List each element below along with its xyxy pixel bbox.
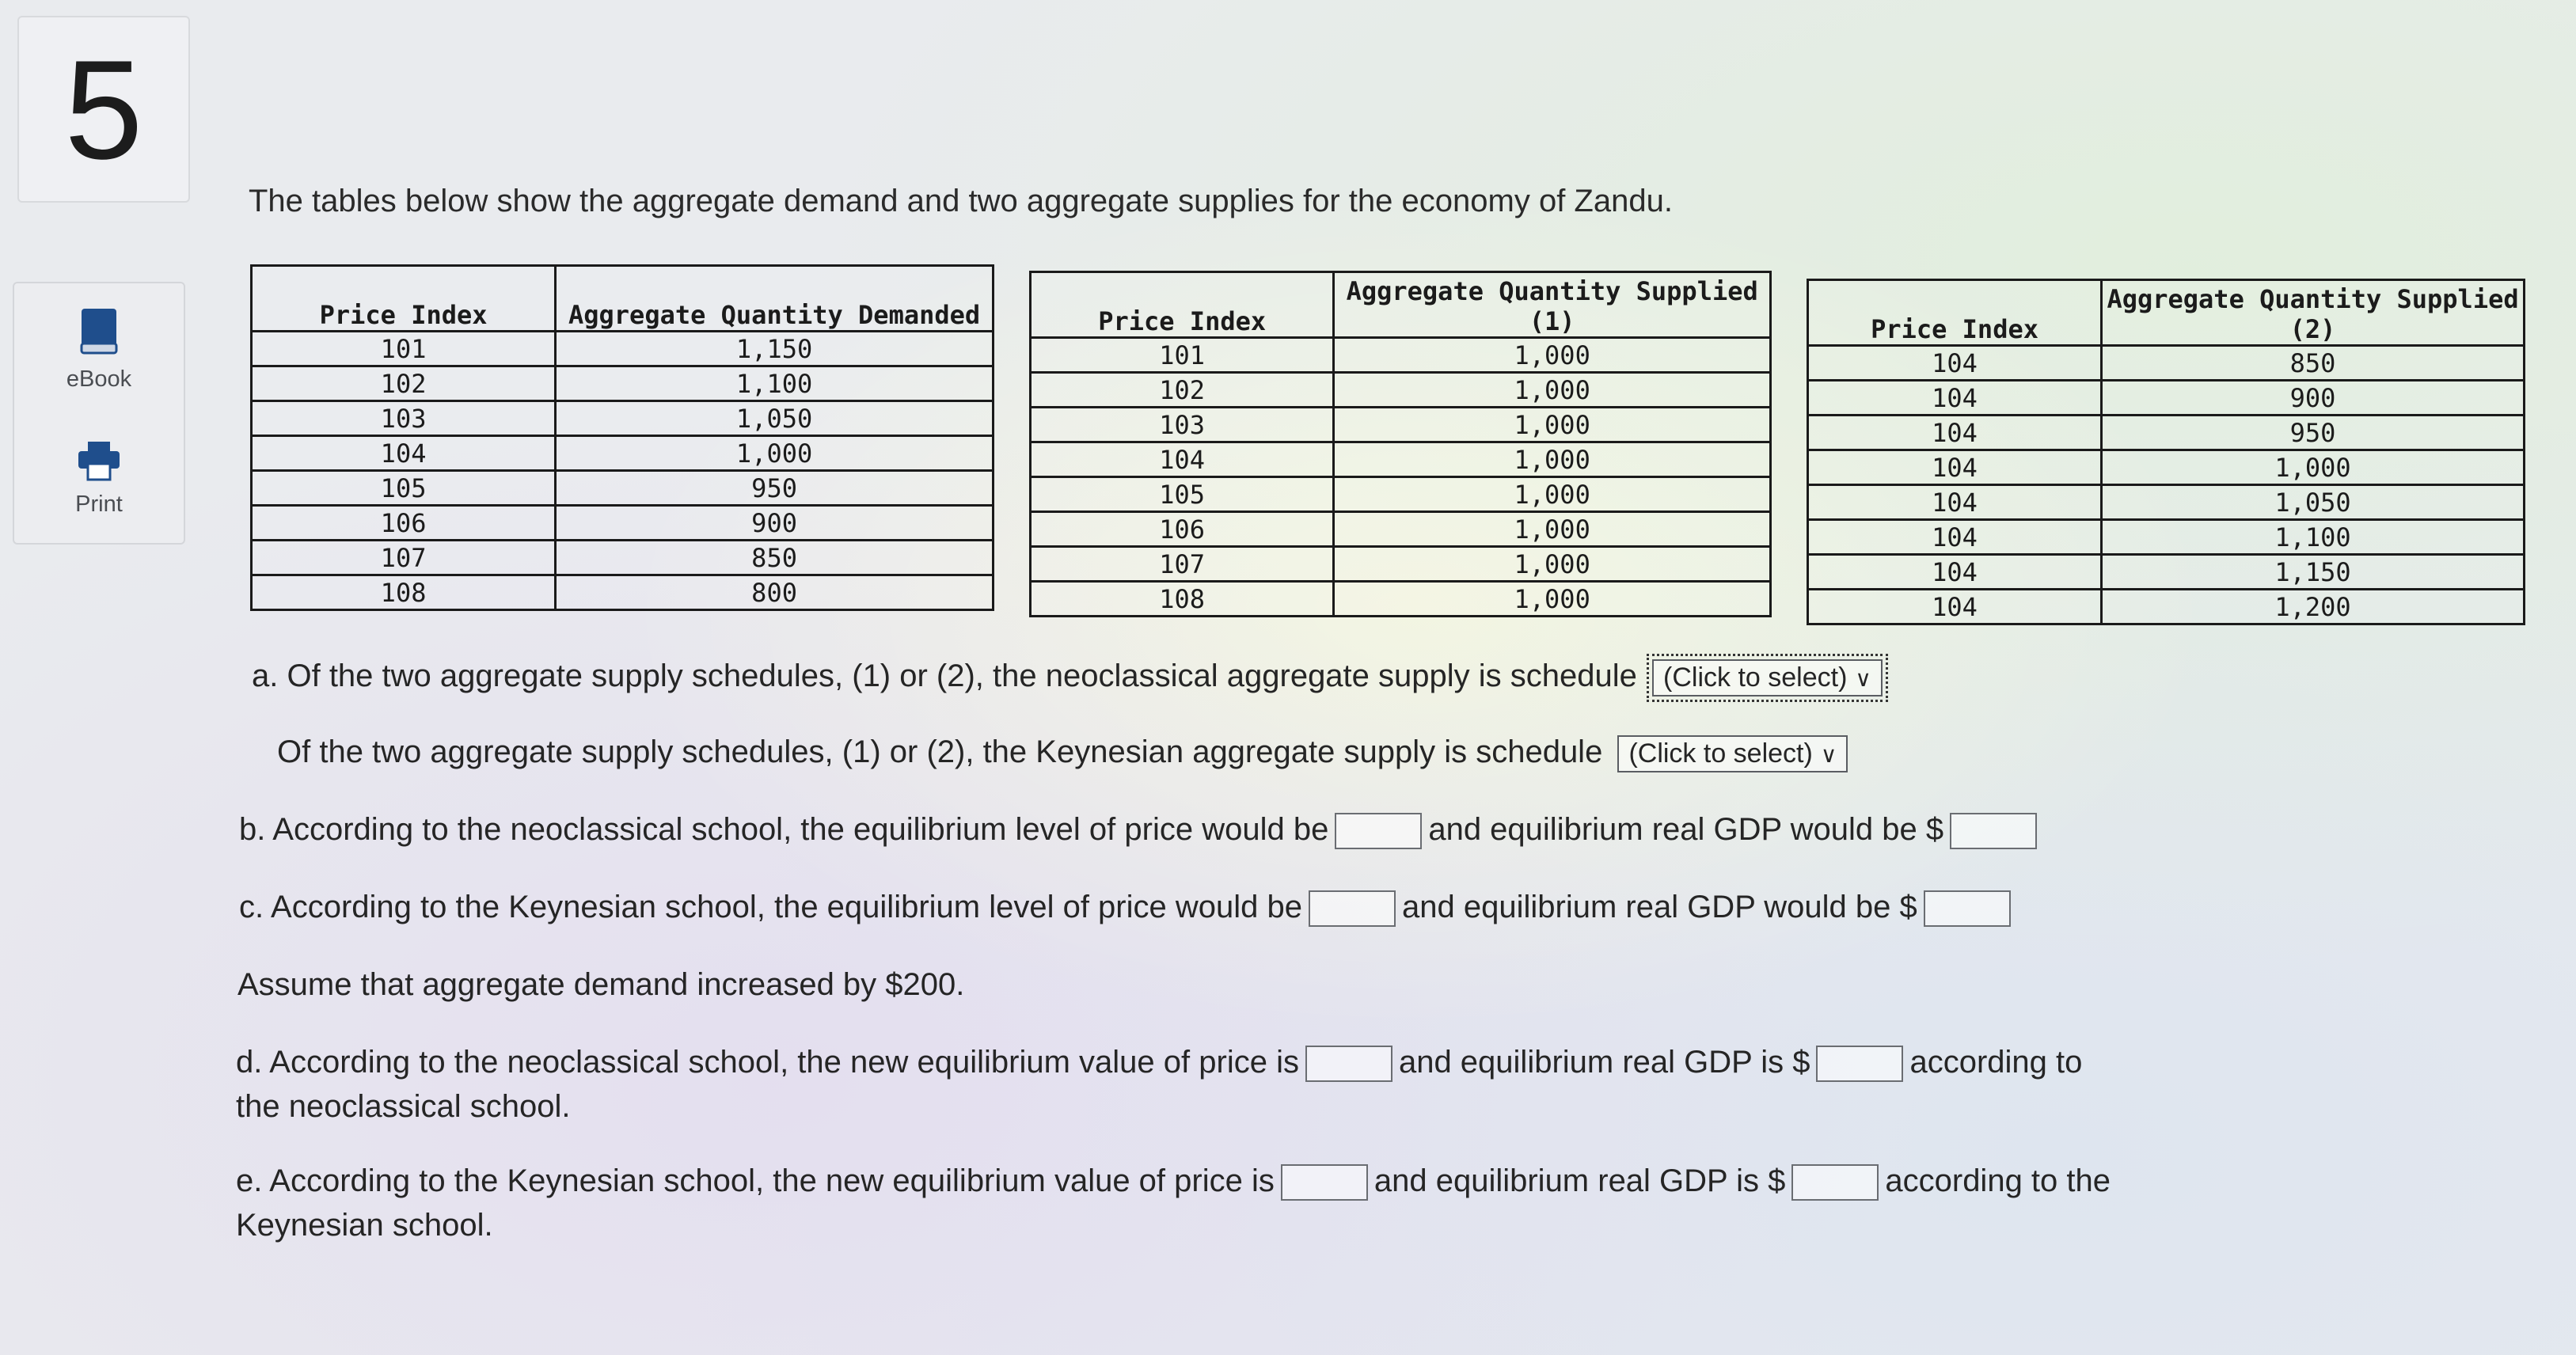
question-a2-text: Of the two aggregate supply schedules, (1) or (2), the Keynesian aggregate supply is schedule <box>277 734 1603 769</box>
table-cell: 104 <box>1808 555 2102 590</box>
column-header: Aggregate Quantity Supplied (2) <box>2102 280 2525 346</box>
table-cell: 104 <box>1808 346 2102 381</box>
table-cell: 900 <box>556 506 994 541</box>
b-price-input[interactable] <box>1335 813 1422 849</box>
keynesian-schedule-dropdown[interactable] <box>1617 735 1848 772</box>
column-header: Aggregate Quantity Demanded <box>556 266 994 332</box>
table-row <box>1808 520 2525 555</box>
table-cell: 108 <box>252 575 556 610</box>
table-cell: 950 <box>2102 416 2525 450</box>
table-row <box>1808 416 2525 450</box>
table-row <box>252 366 994 401</box>
table-cell: 104 <box>1808 520 2102 555</box>
table-row <box>252 471 994 506</box>
table-cell: 1,000 <box>1334 338 1771 373</box>
table-cell: 850 <box>2102 346 2525 381</box>
table-row <box>252 506 994 541</box>
chevron-down-icon: ∨ <box>1820 742 1837 767</box>
table-row <box>252 332 994 366</box>
assume-text: Assume that aggregate demand increased by $200. <box>237 967 965 1002</box>
table-cell: 104 <box>1808 450 2102 485</box>
table-cell: 1,000 <box>1334 373 1771 408</box>
table-row <box>252 541 994 575</box>
table-row <box>1031 338 1771 373</box>
question-b-mid: and equilibrium real GDP would be $ <box>1428 812 1944 847</box>
table-cell: 104 <box>1808 381 2102 416</box>
question-b <box>239 812 2043 849</box>
question-e <box>236 1163 2111 1201</box>
column-header: Aggregate Quantity Supplied (1) <box>1334 272 1771 338</box>
table-cell: 104 <box>1031 442 1334 477</box>
table-cell: 1,050 <box>2102 485 2525 520</box>
table-row <box>1808 485 2525 520</box>
table-cell: 1,000 <box>1334 442 1771 477</box>
e-price-input[interactable] <box>1281 1164 1368 1201</box>
table-row <box>1031 373 1771 408</box>
printer-icon <box>77 440 121 481</box>
table-cell: 1,150 <box>556 332 994 366</box>
question-e-mid: and equilibrium real GDP is $ <box>1373 1163 1786 1198</box>
table-cell: 102 <box>252 366 556 401</box>
table-row <box>252 575 994 610</box>
ebook-label: eBook <box>66 366 132 392</box>
tools-panel <box>13 282 185 545</box>
table-cell: 101 <box>252 332 556 366</box>
table-row <box>1031 512 1771 547</box>
table-cell: 107 <box>1031 547 1334 582</box>
table-cell: 104 <box>1808 590 2102 624</box>
table-cell: 850 <box>556 541 994 575</box>
dropdown-label: (Click to select) <box>1628 738 1813 769</box>
table-cell: 107 <box>252 541 556 575</box>
question-c <box>239 890 2017 927</box>
column-header: Price Index <box>1031 272 1334 338</box>
table-row <box>1808 346 2525 381</box>
supply2-table <box>1807 279 2525 625</box>
table-row <box>252 401 994 436</box>
demand-table <box>250 264 994 611</box>
table-cell: 1,100 <box>556 366 994 401</box>
question-d-text: d. According to the neoclassical school, the new equilibrium value of price is <box>236 1045 1299 1080</box>
table-row <box>1031 582 1771 617</box>
question-d-cont: the neoclassical school. <box>236 1089 571 1124</box>
ebook-button[interactable] <box>14 307 184 393</box>
table-cell: 104 <box>252 436 556 471</box>
table-row <box>252 436 994 471</box>
table-cell: 800 <box>556 575 994 610</box>
question-a1 <box>252 659 1883 696</box>
table-row <box>1808 381 2525 416</box>
table-cell: 1,000 <box>1334 477 1771 512</box>
table-cell: 1,000 <box>1334 582 1771 617</box>
d-gdp-input[interactable] <box>1816 1046 1903 1082</box>
table-cell: 1,000 <box>556 436 994 471</box>
print-button[interactable] <box>14 440 184 518</box>
table-cell: 900 <box>2102 381 2525 416</box>
table-cell: 104 <box>1808 485 2102 520</box>
table-row <box>1031 408 1771 442</box>
question-c-mid: and equilibrium real GDP would be $ <box>1402 890 1917 924</box>
table-cell: 1,100 <box>2102 520 2525 555</box>
question-number: 5 <box>17 16 190 203</box>
c-price-input[interactable] <box>1309 890 1396 927</box>
table-cell: 103 <box>252 401 556 436</box>
question-e-post: according to the <box>1885 1163 2111 1198</box>
dropdown-label: (Click to select) <box>1663 662 1848 693</box>
table-cell: 950 <box>556 471 994 506</box>
question-c-text: c. According to the Keynesian school, the equilibrium level of price would be <box>239 890 1302 924</box>
table-row <box>1808 450 2525 485</box>
c-gdp-input[interactable] <box>1924 890 2011 927</box>
question-d-post: according to <box>1909 1045 2083 1080</box>
question-e-cont: Keynesian school. <box>236 1208 493 1243</box>
table-cell: 102 <box>1031 373 1334 408</box>
b-gdp-input[interactable] <box>1950 813 2037 849</box>
table-cell: 106 <box>1031 512 1334 547</box>
question-a1-text: a. Of the two aggregate supply schedules, (1) or (2), the neoclassical aggregate supply is schedule <box>252 659 1637 693</box>
question-e-text: e. According to the Keynesian school, the new equilibrium value of price is <box>236 1163 1275 1198</box>
table-row <box>1031 547 1771 582</box>
table-cell: 1,150 <box>2102 555 2525 590</box>
table-cell: 1,000 <box>1334 408 1771 442</box>
table-cell: 1,000 <box>1334 512 1771 547</box>
question-d <box>236 1045 2082 1082</box>
question-d-mid: and equilibrium real GDP is $ <box>1398 1045 1810 1080</box>
table-cell: 1,050 <box>556 401 994 436</box>
table-row <box>1808 590 2525 624</box>
table-cell: 103 <box>1031 408 1334 442</box>
table-cell: 101 <box>1031 338 1334 373</box>
chevron-down-icon: ∨ <box>1855 666 1871 691</box>
d-price-input[interactable] <box>1305 1046 1392 1082</box>
table-cell: 106 <box>252 506 556 541</box>
e-gdp-input[interactable] <box>1791 1164 1879 1201</box>
neoclassical-schedule-dropdown[interactable] <box>1652 659 1883 696</box>
table-cell: 105 <box>252 471 556 506</box>
question-a2 <box>277 734 1848 772</box>
supply1-table <box>1029 271 1772 617</box>
table-cell: 1,200 <box>2102 590 2525 624</box>
table-cell: 108 <box>1031 582 1334 617</box>
table-cell: 105 <box>1031 477 1334 512</box>
column-header: Price Index <box>1808 280 2102 346</box>
question-b-text: b. According to the neoclassical school, the equilibrium level of price would be <box>239 812 1329 847</box>
column-header: Price Index <box>252 266 556 332</box>
table-row <box>1031 442 1771 477</box>
print-label: Print <box>75 492 123 517</box>
book-icon <box>78 307 120 356</box>
table-cell: 104 <box>1808 416 2102 450</box>
table-cell: 1,000 <box>2102 450 2525 485</box>
table-row <box>1031 477 1771 512</box>
table-cell: 1,000 <box>1334 547 1771 582</box>
table-row <box>1808 555 2525 590</box>
intro-text: The tables below show the aggregate demand and two aggregate supplies for the economy of Zandu. <box>249 184 1673 218</box>
